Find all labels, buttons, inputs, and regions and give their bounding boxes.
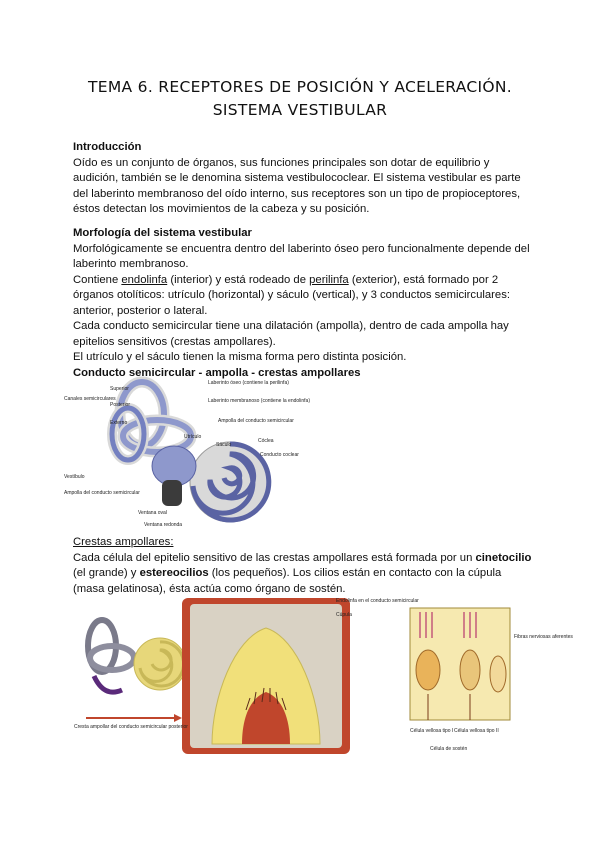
figure1-heading: Conducto semicircular - ampolla - crestas ampollares — [73, 366, 361, 379]
perilinfa-term: perilinfa — [309, 273, 349, 286]
intro-section — [73, 140, 533, 218]
endolinfa-term: endolinfa — [121, 273, 168, 286]
morfologia-section — [73, 226, 533, 381]
inner-ear-small — [86, 620, 186, 722]
morfologia-p3: Cada conducto semicircular tiene una dilatación (ampolla), dentro de cada ampolla hay epitelios sensitivos (crestas ampollares). — [73, 320, 509, 348]
crestas-heading: Crestas ampollares: — [73, 536, 174, 548]
page-title-line1: TEMA 6. RECEPTORES DE POSICIÓN Y ACELERACIÓN. — [88, 78, 512, 96]
page-title-line2: SISTEMA VESTIBULAR — [212, 101, 388, 119]
label-ventana-oval: Ventana oval — [138, 510, 167, 516]
ampulla-cupula — [182, 598, 350, 754]
label-cresta: Cresta ampollar del conducto semicircular posterior — [74, 724, 188, 730]
label-conducto-coclear: Conducto coclear — [260, 452, 299, 458]
label-ampolla-conducto: Ampolla del conducto semicircular — [218, 418, 294, 424]
intro-heading: Introducción — [73, 141, 142, 153]
morfologia-p4: El utrículo y el sáculo tienen la misma forma pero distinta posición. — [73, 351, 407, 363]
estereocilios-term: estereocilios — [139, 567, 209, 579]
label-coclea: Cóclea — [258, 438, 274, 444]
cochlea-shape — [190, 442, 270, 522]
label-celula-sosten: Célula de sostén — [430, 746, 468, 752]
cinetocilio-term: cinetocilio — [475, 551, 532, 564]
label-posterior: Posterior — [110, 402, 131, 408]
morfologia-p2: Contiene endolinfa (interior) y está rodeado de perilinfa (exterior), está formado por 2 órganos otolíticos: utrículo (horizontal) y sáculo (vertical), y 3 conductos semicirculares: anterior, posterior o lateral. — [73, 273, 510, 317]
morfologia-p1: Morfológicamente se encuentra dentro del laberinto óseo pero funcionalmente depende del laberinto membranoso. — [73, 242, 530, 270]
label-ampolla: Ampolla del conducto semicircular — [64, 490, 140, 496]
ventana-shape — [162, 480, 182, 506]
label-vestibulo: Vestíbulo — [64, 474, 85, 480]
crista-figure — [74, 598, 573, 758]
label-celula1: Célula vellosa tipo I — [410, 728, 454, 734]
hair-cells — [410, 608, 510, 720]
crestas-section — [73, 535, 533, 597]
label-canales: Canales semicirculares — [64, 396, 116, 402]
label-celula2: Célula vellosa tipo II — [454, 728, 499, 734]
morfologia-heading: Morfología del sistema vestibular — [73, 227, 252, 239]
label-endolinfa: Endolinfa en el conducto semicircular — [336, 598, 419, 604]
label-laberinto-oseo: Laberinto óseo (contiene la perilinfa) — [208, 380, 289, 386]
crestas-body: Cada célula del epitelio sensitivo de las crestas ampollares está formada por un cinetocilio (el grande) y estereocilios (los pequeños). Los cilios están en contacto con la cúpula (masa gelatinosa), ésta actúa como órgano de sostén. — [73, 551, 532, 595]
vestibular-figure — [62, 374, 311, 530]
label-cupula: Cúpula — [336, 612, 352, 618]
label-externo: Externo — [110, 420, 128, 426]
label-superior: Superior — [110, 386, 129, 392]
label-laberinto-membranoso: Laberinto membranoso (contiene la endolinfa) — [208, 398, 311, 404]
intro-body: Oído es un conjunto de órganos, sus funciones principales son dotar de equilibrio y audición, también se le denomina sistema vestibulococlear. El sistema vestibular es parte del laberinto membranoso del oído interno, sus receptores son un tipo de propioceptores, éstos detectan los movimientos de la cabeza y su posición. — [73, 156, 521, 215]
label-utriculo: Utrículo — [184, 434, 202, 440]
label-fibras: Fibras nerviosas aferentes — [514, 634, 573, 640]
label-ventana-redonda: Ventana redonda — [144, 522, 183, 528]
label-saculo: Sáculo — [216, 442, 232, 448]
